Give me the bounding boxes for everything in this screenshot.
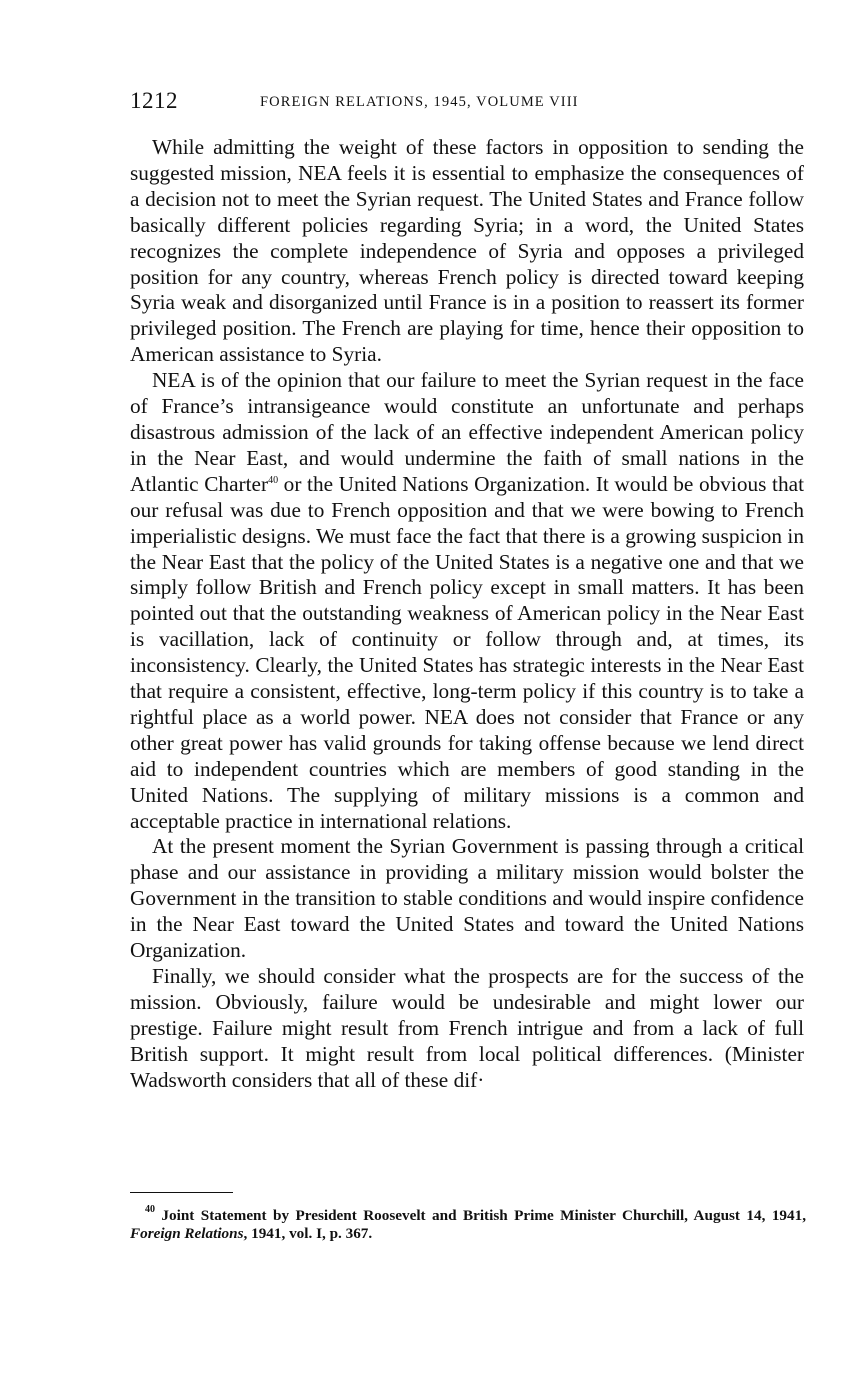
- footnote-italic-title: Foreign Relations: [130, 1224, 244, 1242]
- paragraph-4: Finally, we should consider what the prospects are for the success of the mission. Obviously, failure would be undesirable and might lower our prestige. Failure might result from French intrigue and from a lack of full British support. It might result from local political differences. (Minister Wadsworth considers that all of these dif·: [130, 964, 804, 1092]
- footnote-reference-40[interactable]: 40: [268, 474, 279, 486]
- body-text: [130, 135, 804, 1094]
- footnote-40: [130, 1204, 806, 1242]
- footnote-divider: [130, 1192, 233, 1193]
- paragraph-3: At the present moment the Syrian Government is passing through a critical phase and our assistance in providing a military mission would bolster the Government in the transition to stable conditions and would inspire confidence in the Near East toward the United States and toward the United Nations Organization.: [130, 834, 804, 963]
- running-title: FOREIGN RELATIONS, 1945, VOLUME VIII: [260, 94, 579, 110]
- footnote-number: 40: [145, 1204, 155, 1215]
- footnote-text-after-italic: , 1941, vol. I, p. 367.: [243, 1224, 373, 1242]
- paragraph-2-text-before-ref: NEA is of the opinion that our failure to meet the Syrian request in the face of France’s intransigeance would constitute an unfortunate and perhaps disastrous admission of the lack of an effective independent American policy in the Near East, and would undermine the faith of small nations in the Atlantic Charter: [130, 368, 804, 496]
- paragraph-2-text-after-ref: or the United Nations Organization. It would be obvious that our refusal was due to French opposition and that we were bowing to French imperialistic designs. We must face the fact that there is a growing suspicion in the Near East that the policy of the United States is a negative one and that we simply follow British and French policy except in small matters. It has been pointed out that the outstanding weakness of American policy in the Near East is vacillation, lack of continuity or follow through and, at times, its inconsistency. Clearly, the United States has strategic interests in the Near East that require a consistent, effective, long-term policy if this country is to take a rightful place as a world power. NEA does not consider that France or any other great power has valid grounds for taking offense because we lend direct aid to independent countries which are members of good standing in the United Nations. The supplying of military missions is a common and acceptable practice in international relations.: [130, 471, 804, 833]
- footnotes: [130, 1204, 806, 1242]
- paragraph-1: While admitting the weight of these factors in opposition to sending the suggested mission, NEA feels it is essential to emphasize the consequences of a decision not to meet the Syrian request. The United States and France follow basically different policies regarding Syria; in a word, the United States recognizes the complete independence of Syria and opposes a privileged position for any country, whereas French policy is directed toward keeping Syria weak and disorganized until France is in a position to reassert its former privileged position. The French are playing for time, hence their opposition to American assistance to Syria.: [130, 135, 804, 367]
- paragraph-2: [130, 368, 804, 834]
- page-number: 1212: [130, 88, 178, 113]
- running-head: [130, 88, 810, 120]
- footnote-text-before-italic: Joint Statement by President Roosevelt and British Prime Minister Churchill, August 14, 1941,: [155, 1207, 806, 1224]
